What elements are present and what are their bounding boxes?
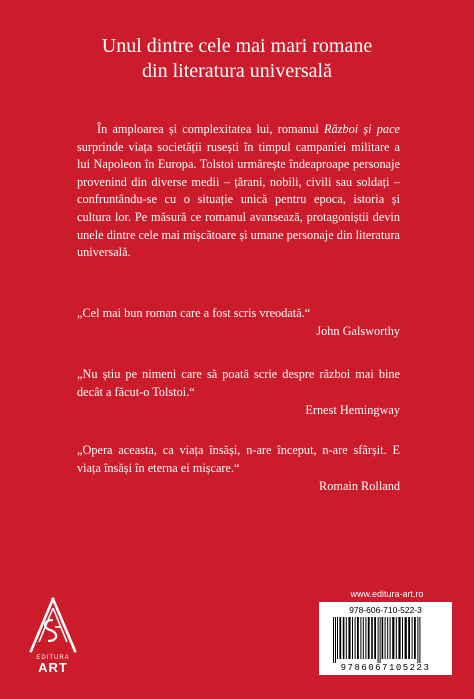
publisher-editura: EDITURA	[36, 655, 70, 661]
description-intro: În amploarea și complexitatea lui, romanul	[97, 122, 324, 136]
ean-digits: 9786067105223	[340, 663, 431, 673]
cover-title	[0, 34, 474, 84]
quote-text: „Cel mai bun roman care a fost scris vreodată.“	[77, 306, 311, 320]
quote-author: Ernest Hemingway	[305, 403, 400, 417]
title-line-1: Unul dintre cele mai mari romane	[101, 35, 373, 57]
quote-text: „Nu știu pe nimeni care să poată scrie despre război mai bine decât a făcut-o Tolstoi.“	[77, 367, 400, 399]
quote-author: John Galsworthy	[316, 324, 400, 338]
book-title-italic: Război și pace	[323, 122, 400, 136]
title-line-2: din literatura universală	[142, 60, 332, 82]
publisher-website[interactable]: www.editura-art.ro	[350, 589, 424, 599]
barcode-icon	[331, 617, 441, 665]
quote-author: Romain Rolland	[319, 479, 400, 493]
publisher-name: ART	[38, 660, 68, 675]
book-description	[77, 121, 400, 262]
quote-text: „Opera aceasta, ca viața însăși, n-are început, n-are sfârșit. E viața însăși în eterna ei mișcare.“	[77, 443, 400, 475]
quote-galsworthy	[77, 304, 400, 340]
description-body: surprinde viața societății rusești în timpul campaniei militare a lui Napoleon în Europa. Tolstoi urmărește îndeaproape personaje provenind din diverse medii – țărani, nobili, civili sau soldați – confruntându-se cu o situație unică pentru epoca, istoria și cultura lor. Pe măsură ce romanul avansează, protagoniștii devin unele dintre cele mai mișcătoare și umane personaje din literatura universală.	[77, 139, 400, 260]
isbn-barcode	[319, 602, 452, 675]
quote-hemingway	[77, 365, 400, 419]
isbn-number: 978-606-710-522-3	[349, 605, 422, 615]
publisher-logo	[24, 596, 82, 674]
publisher-a-icon	[28, 596, 78, 654]
quote-rolland	[77, 441, 400, 495]
